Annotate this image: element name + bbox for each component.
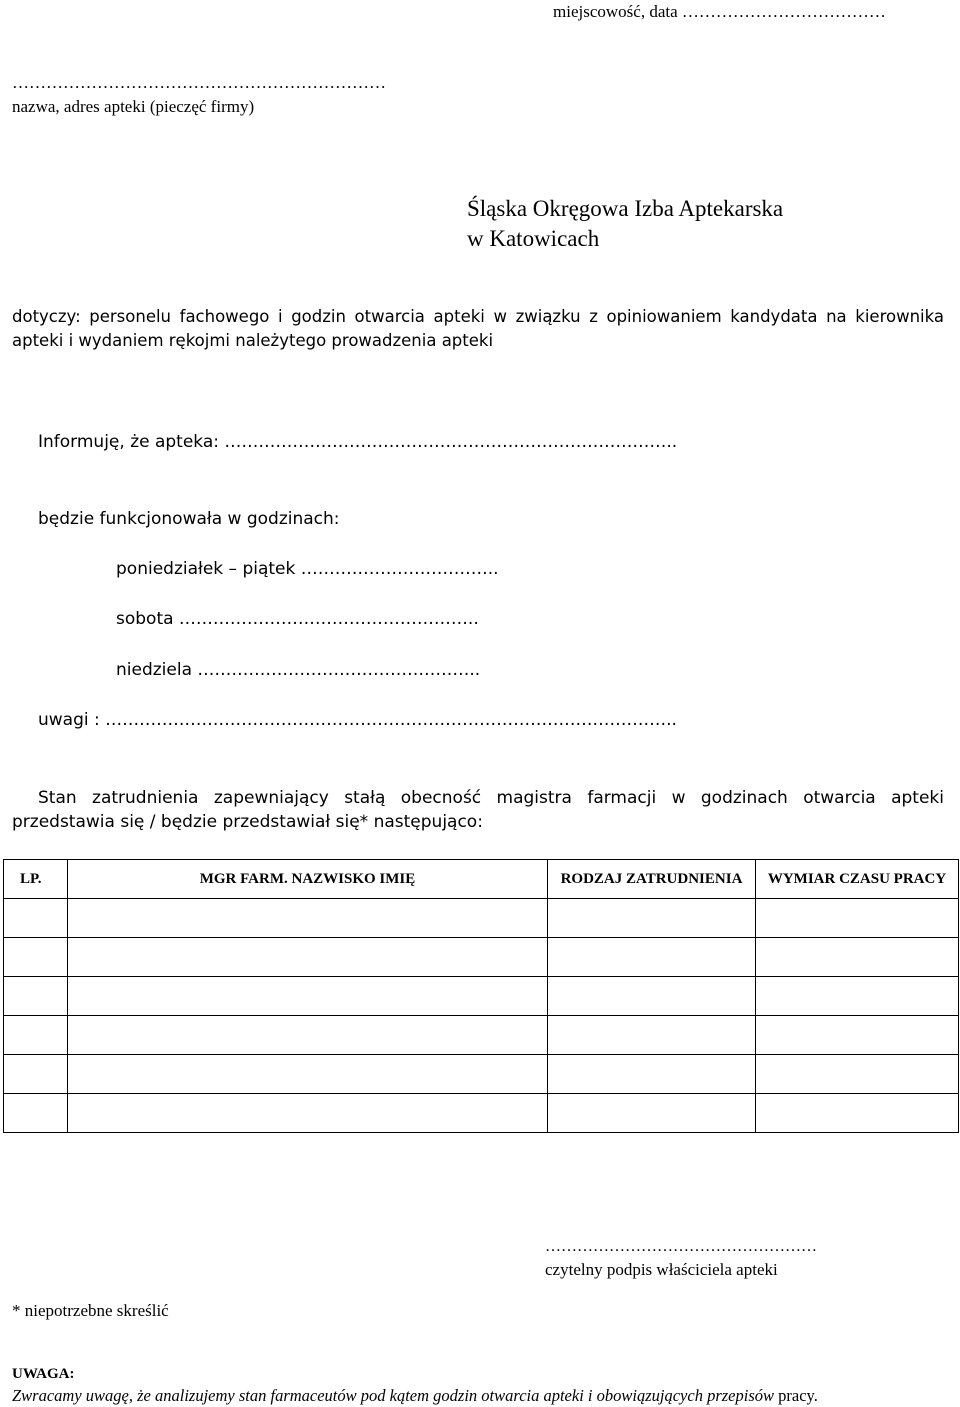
subject-line: dotyczy: personelu fachowego i godzin otwarcia apteki w związku z opiniowaniem kandydata na kierownika apteki i wydaniem rękojmi należytego prowadzenia apteki — [12, 307, 944, 350]
notes-field: uwagi : ……………………………………………………………………………………….. — [38, 710, 677, 730]
table-cell[interactable] — [756, 1055, 959, 1094]
table-row — [4, 938, 959, 977]
pharmacy-info-field: Informuję, że apteka: …………………………………………………………………….. — [38, 432, 678, 452]
footnote: * niepotrzebne skreślić — [12, 1301, 169, 1320]
table-cell[interactable] — [68, 899, 548, 938]
header-working-time: WYMIAR CZASU PRACY — [756, 860, 959, 899]
table-cell[interactable] — [4, 1016, 68, 1055]
warning-text — [12, 1386, 818, 1406]
warning-title: UWAGA: — [12, 1366, 75, 1382]
table-cell[interactable] — [68, 1094, 548, 1133]
header-name: MGR FARM. NAZWISKO IMIĘ — [68, 860, 548, 899]
table-cell[interactable] — [756, 977, 959, 1016]
table-cell[interactable] — [756, 899, 959, 938]
table-header-row — [4, 860, 959, 899]
warning-text-end: pracy. — [774, 1386, 818, 1405]
table-row — [4, 899, 959, 938]
table-cell[interactable] — [4, 938, 68, 977]
pharmacy-name-field: ………………………………………………………… — [12, 73, 386, 92]
table-cell[interactable] — [756, 938, 959, 977]
recipient-name: Śląska Okręgowa Izba Aptekarska — [467, 196, 784, 221]
pharmacy-caption: nazwa, adres apteki (pieczęć firmy) — [12, 97, 255, 116]
recipient-city: w Katowicach — [467, 226, 600, 251]
staff-table — [3, 859, 959, 1133]
staff-intro: Stan zatrudnienia zapewniający stałą obecność magistra farmacji w godzinach otwarcia apteki przedstawia się / będzie przedstawiał się* następująco: — [12, 788, 944, 832]
table-cell[interactable] — [68, 1016, 548, 1055]
table-cell[interactable] — [548, 977, 756, 1016]
table-row — [4, 1055, 959, 1094]
table-row — [4, 1016, 959, 1055]
table-cell[interactable] — [4, 1055, 68, 1094]
table-cell[interactable] — [68, 977, 548, 1016]
table-cell[interactable] — [4, 899, 68, 938]
table-cell[interactable] — [548, 1055, 756, 1094]
place-date-field: miejscowość, data ……………………………… — [553, 2, 886, 21]
warning-text-italic: Zwracamy uwagę, że analizujemy stan farmaceutów pod kątem godzin otwarcia apteki i obowiązujących przepisów — [12, 1386, 774, 1405]
table-cell[interactable] — [548, 1094, 756, 1133]
table-cell[interactable] — [548, 899, 756, 938]
table-row — [4, 1094, 959, 1133]
table-row — [4, 977, 959, 1016]
header-employment-type: RODZAJ ZATRUDNIENIA — [548, 860, 756, 899]
hours-intro: będzie funkcjonowała w godzinach: — [38, 509, 340, 529]
saturday-hours-field: sobota …………………………………………….. — [116, 609, 479, 629]
table-cell[interactable] — [756, 1016, 959, 1055]
table-cell[interactable] — [68, 938, 548, 977]
table-cell[interactable] — [548, 938, 756, 977]
header-lp: LP. — [4, 860, 68, 899]
table-cell[interactable] — [68, 1055, 548, 1094]
table-cell[interactable] — [548, 1016, 756, 1055]
table-cell[interactable] — [4, 977, 68, 1016]
signature-field: …………………………………………… — [545, 1238, 817, 1255]
weekday-hours-field: poniedziałek – piątek …………………………….. — [116, 559, 499, 579]
sunday-hours-field: niedziela ………………………………………….. — [116, 660, 481, 680]
table-cell[interactable] — [756, 1094, 959, 1133]
signature-caption: czytelny podpis właściciela apteki — [545, 1260, 778, 1279]
table-cell[interactable] — [4, 1094, 68, 1133]
